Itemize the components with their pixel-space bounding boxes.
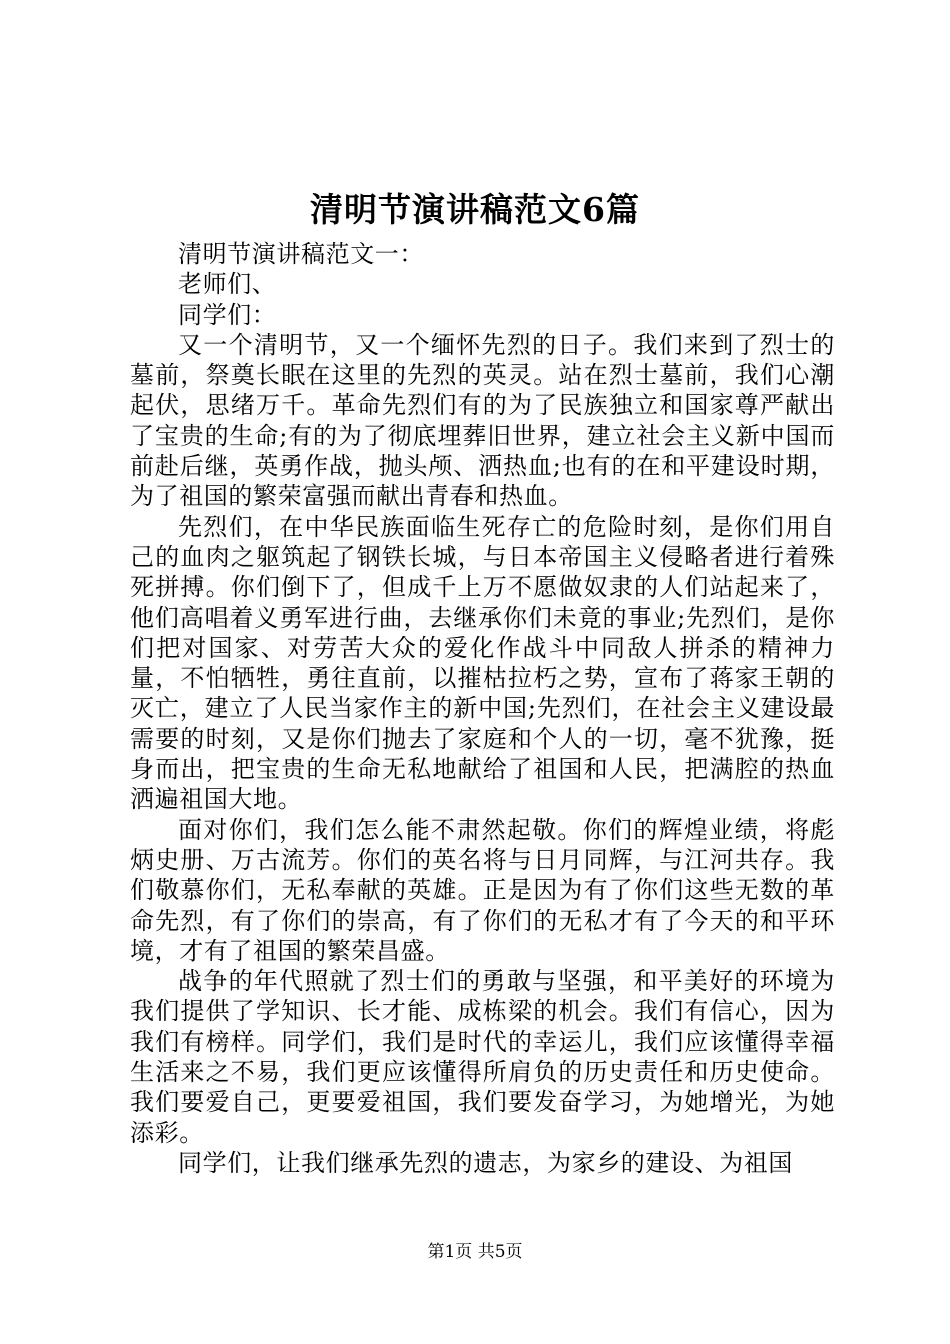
paragraph-body: 战争的年代照就了烈士们的勇敢与坚强，和平美好的环境为我们提供了学知识、长才能、成栋梁的机会。我们有信心，因为我们有榜样。同学们，我们是时代的幸运儿，我们应该懂得幸福生活来之不易，我们更应该懂得所肩负的历史责任和历史使命。我们要爱自己，更要爱祖国，我们要发奋学习，为她增光，为她添彩。 [130, 967, 835, 1147]
paragraph-body: 又一个清明节，又一个缅怀先烈的日子。我们来到了烈士的墓前，祭奠长眠在这里的先烈的英灵。站在烈士墓前，我们心潮起伏，思绪万千。革命先烈们有的为了民族独立和国家尊严献出了宝贵的生命;有的为了彻底埋葬旧世界，建立社会主义新中国而前赴后继，英勇作战，抛头颅、洒热血;也有的在和平建设时期，为了祖国的繁荣富强而献出青春和热血。 [130, 330, 835, 511]
paragraph-salutation-students: 同学们： [178, 300, 277, 329]
page-footer [0, 1241, 950, 1263]
paragraph-body: 先烈们，在中华民族面临生死存亡的危险时刻，是你们用自己的血肉之躯筑起了钢铁长城，与日本帝国主义侵略者进行着殊死拼搏。你们倒下了，但成千上万不愿做奴隶的人们站起来了，他们高唱着义勇军进行曲，去继承你们未竟的事业;先烈们，是你们把对国家、对劳苦大众的爱化作战斗中同敌人拼杀的精神力量，不怕牺牲，勇往直前，以摧枯拉朽之势，宣布了蒋家王朝的灭亡，建立了人民当家作主的新中国;先烈们，在社会主义建设最需要的时刻，又是你们抛去了家庭和个人的一切，毫不犹豫，挺身而出，把宝贵的生命无私地献给了祖国和人民，把满腔的热血洒遍祖国大地。 [130, 512, 835, 814]
document-body [130, 239, 835, 1178]
page-number: 第1页 共5页 [427, 1242, 523, 1262]
paragraph-body: 同学们，让我们继承先烈的遗志，为家乡的建设、为祖国 [178, 1148, 793, 1177]
paragraph-section-heading: 清明节演讲稿范文一： [178, 240, 424, 268]
document-title: 清明节演讲稿范文6篇 [310, 190, 640, 229]
paragraph-body: 面对你们，我们怎么能不肃然起敬。你们的辉煌业绩，将彪炳史册、万古流芳。你们的英名将与日月同辉，与江河共存。我们敬慕你们，无私奉献的英雄。正是因为有了你们这些无数的革命先烈，有了你们的崇高，有了你们的无私才有了今天的和平环境，才有了祖国的繁荣昌盛。 [130, 815, 835, 965]
paragraph-salutation-teachers: 老师们、 [178, 270, 277, 299]
